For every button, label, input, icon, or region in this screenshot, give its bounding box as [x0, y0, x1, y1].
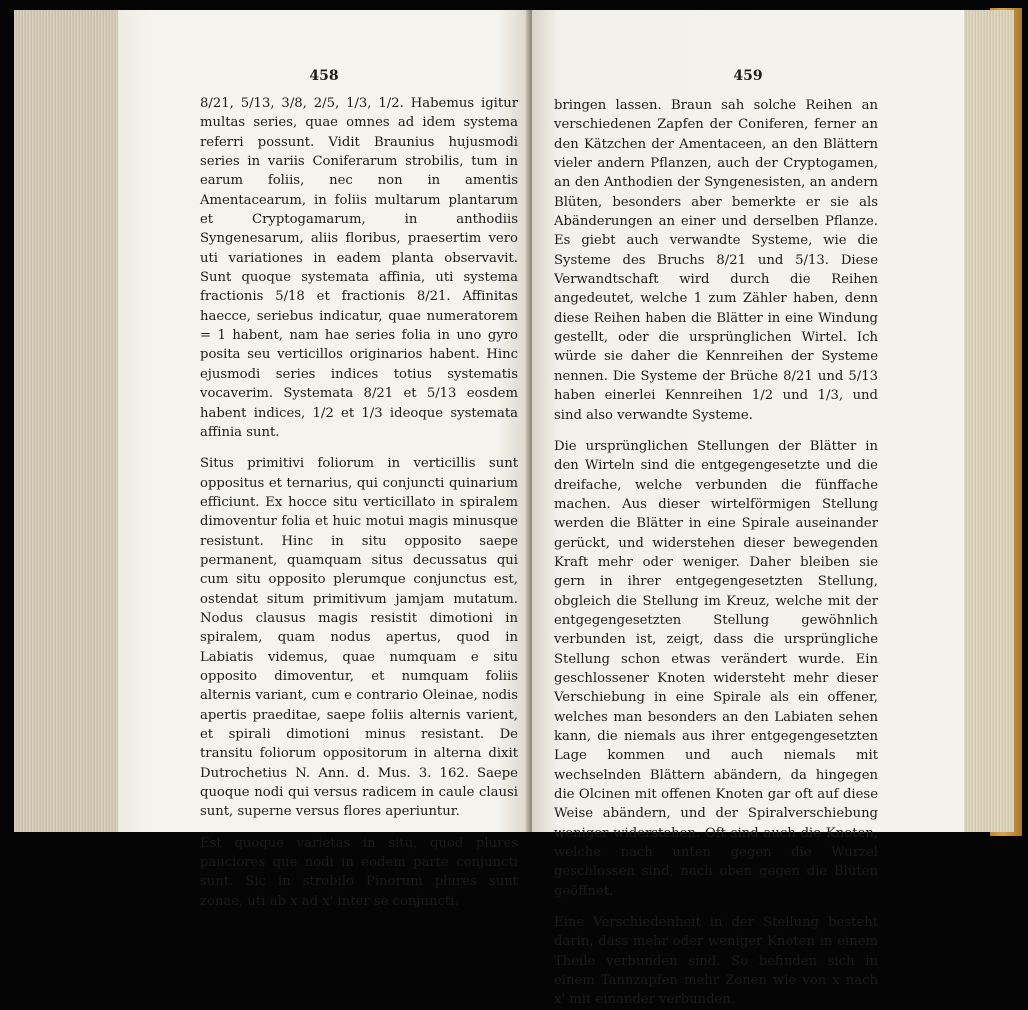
- paragraph: Est quoque varietas in situ, quod plures pauciores que nodi in eodem parte conjuncti sunt. Sic in strobilo Pinorum plures sunt zonae, uti ab x ad x' inter se conjuncti.: [200, 835, 518, 909]
- right-page-text: [554, 96, 878, 1010]
- page-number-left: 458: [309, 68, 339, 84]
- book-edge-right: [958, 10, 1014, 832]
- left-page-text: [200, 94, 518, 911]
- paragraph: Die ursprünglichen Stellungen der Blätter in den Wirteln sind die entgegengesetzte und die dreifache, welche verbunden die fünffache machen. Aus dieser wirtelförmigen Stellung werden die Blätter in eine Spirale auseinander gerückt, und widerstehen dieser bewegenden Kraft mehr oder weniger. Daher bleiben sie gern in ihrer entgegengesetzten Stellung, obgleich die Stellung im Kreuz, welche mit der entgegengesetzten Stellung gewöhnlich verbunden ist, zeigt, dass die ursprüngliche Stellung schon etwas verändert wurde. Ein geschlossener Knoten widersteht mehr dieser Verschiebung in eine Spirale als ein offener, welches man besonders an den Labiaten sehen kann, die niemals aus ihrer entgegengesetzten Lage kommen und auch niemals mit wechselnden Blättern abändern, da hingegen die Olcinen mit offenen Knoten gar oft auf diese Weise abändern, und der Spiralverschiebung weniger widerstehen. Oft sind auch die Knoten, welche nach unten gegen die Wurzel geschlossen sind, nach oben gegen die Blüten geöffnet.: [554, 438, 878, 899]
- page-number-right: 459: [733, 68, 763, 84]
- paragraph: Situs primitivi foliorum in verticillis sunt oppositus et ternarius, qui conjuncti quinarium efficiunt. Ex hocce situ verticillato in spiralem dimoventur folia et huic motui magis minusque resistunt. Hinc in situ opposito saepe permanent, quamquam situs decussatus qui cum situ opposito plerumque conjunctus est, ostendat situm primitivum jamjam mutatum. Nodus clausus magis resistit dimotioni in spiralem, quam nodus apertus, quod in Labiatis videmus, quae numquam e situ opposito dimoventur, et numquam foliis alternis variant, cum e contrario Oleinae, nodis apertis praeditae, saepe foliis alternis varient, et spirali dimotioni minus resistant. De transitu foliorum oppositorum in alterna dixit Dutrochetius N. Ann. d. Mus. 3. 162. Saepe quoque nodi qui versus radicem in caule clausi sunt, superne versus flores aperiuntur.: [200, 456, 518, 820]
- paragraph: Eine Verschiedenheit in der Stellung besteht darin, dass mehr oder weniger Knoten in einem Theile verbunden sind. So befinden sich in einem Tannzapfen mehr Zonen wie von x nach x' mit einander verbunden.: [554, 915, 878, 1008]
- paragraph: bringen lassen. Braun sah solche Reihen an verschiedenen Zapfen der Coniferen, ferner an den Kätzchen der Amentaceen, an den Blättern vieler andern Pflanzen, auch der Cryptogamen, an den Anthodien der Syngenesisten, an andern Blüten, besonders aber bemerkte er sie als Abänderungen an einer und derselben Pflanze. Es giebt auch verwandte Systeme, wie die Systeme des Bruchs 8/21 und 5/13. Diese Verwandtschaft wird durch die Reihen angedeutet, welche 1 zum Zähler haben, denn diese Reihen haben die Blätter in eine Windung gestellt, oder die ursprünglichen Wirtel. Ich würde sie daher die Kennreihen der Systeme nennen. Die Systeme der Brüche 8/21 und 5/13 haben einerlei Kennreihen 1/2 und 1/3, und sind also verwandte Systeme.: [554, 98, 878, 423]
- right-page: [532, 10, 964, 1008]
- left-page: [118, 10, 530, 909]
- book-edge-left: [14, 10, 118, 832]
- paragraph: 8/21, 5/13, 3/8, 2/5, 1/3, 1/2. Habemus igitur multas series, quae omnes ad idem systema referri possunt. Vidit Braunius hujusmodi series in variis Coniferarum strobilis, tum in earum foliis, nec non in amentis Amentacearum, in foliis multarum plantarum et Cryptogamarum, in anthodiis Syngenesarum, aliis floribus, praesertim vero uti variationes in eadem planta observavit. Sunt quoque systemata affinia, uti systema fractionis 5/18 et fractionis 8/21. Affinitas haecce, seriebus indicatur, quae numeratorem = 1 habent, nam hae series folia in uno gyro posita seu verticillos originarios habent. Hinc ejusmodi series indices totius systematis vocaverim. Systemata 8/21 et 5/13 eosdem habent indices, 1/2 et 1/3 ideoque systemata affinia sunt.: [200, 96, 518, 440]
